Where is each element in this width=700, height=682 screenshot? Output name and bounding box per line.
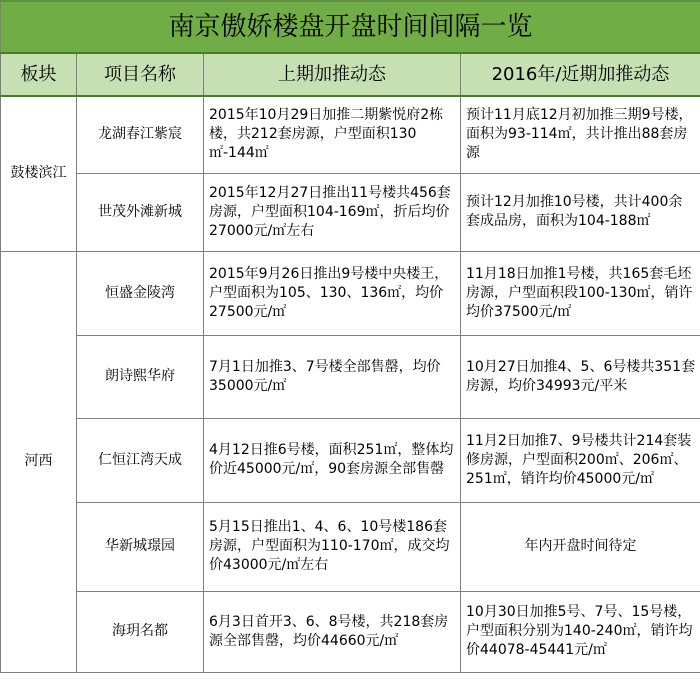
header-row	[1, 53, 700, 96]
previous-launch: 7月1日加推3、7号楼全部售罄，均价35000元/㎡	[204, 335, 461, 418]
project-name: 龙湖春江紫宸	[77, 96, 204, 173]
recent-launch: 预计11月底12月初加推三期9号楼，面积为93-114㎡，共计推出88套房源	[461, 96, 700, 173]
page-title: 南京傲娇楼盘开盘时间间隔一览	[1, 1, 700, 53]
recent-launch: 10月27日加推4、5、6号楼共351套房源，均价34993元/平米	[461, 335, 700, 418]
recent-launch: 预计12月加推10号楼，共计400余套成品房，面积为104-188㎡	[461, 173, 700, 251]
previous-launch: 5月15日推出1、4、6、10号楼186套房源，户型面积为110-170㎡，成交均价43000元/㎡左右	[204, 502, 461, 591]
project-name: 世茂外滩新城	[77, 173, 204, 251]
project-name: 朗诗熙华府	[77, 335, 204, 418]
previous-launch: 4月12日推6号楼，面积251㎡，整体均价近45000元/㎡，90套房源全部售罄	[204, 418, 461, 502]
area-cell: 河西	[1, 251, 77, 672]
table-row	[1, 335, 700, 418]
recent-launch: 10月30日加推5号、7号、15号楼，户型面积分别为140-240㎡，销许均价44078-45441元/㎡	[461, 591, 700, 672]
area-cell: 鼓楼滨江	[1, 96, 77, 251]
table-row	[1, 502, 700, 591]
previous-launch: 2015年12月27日推出11号楼共456套房源，户型面积104-169㎡，折后均价27000元/㎡左右	[204, 173, 461, 251]
table-row	[1, 251, 700, 335]
recent-launch: 11月18日加推1号楼，共165套毛坯房源，户型面积段100-130㎡，销许均价37500元/㎡	[461, 251, 700, 335]
previous-launch: 2015年9月26日推出9号楼中央楼王，户型面积为105、130、136㎡，均价27500元/㎡	[204, 251, 461, 335]
header-recent: 2016年/近期加推动态	[461, 53, 700, 96]
recent-launch: 11月2日加推7、9号楼共计214套装修房源，户型面积200㎡、206㎡、251㎡，销许均价45000元/㎡	[461, 418, 700, 502]
project-name: 恒盛金陵湾	[77, 251, 204, 335]
project-name: 海玥名都	[77, 591, 204, 672]
previous-launch: 2015年10月29日加推二期紫悦府2栋楼，共212套房源，户型面积130㎡-144㎡	[204, 96, 461, 173]
table-row	[1, 96, 700, 173]
previous-launch: 6月3日首开3、6、8号楼，共218套房源全部售罄，均价44660元/㎡	[204, 591, 461, 672]
project-name: 华新城璟园	[77, 502, 204, 591]
header-project: 项目名称	[77, 53, 204, 96]
table-row	[1, 418, 700, 502]
header-area: 板块	[1, 53, 77, 96]
table-row	[1, 591, 700, 672]
project-name: 仁恒江湾天成	[77, 418, 204, 502]
table-row	[1, 173, 700, 251]
header-previous: 上期加推动态	[204, 53, 461, 96]
recent-launch: 年内开盘时间待定	[461, 502, 700, 591]
